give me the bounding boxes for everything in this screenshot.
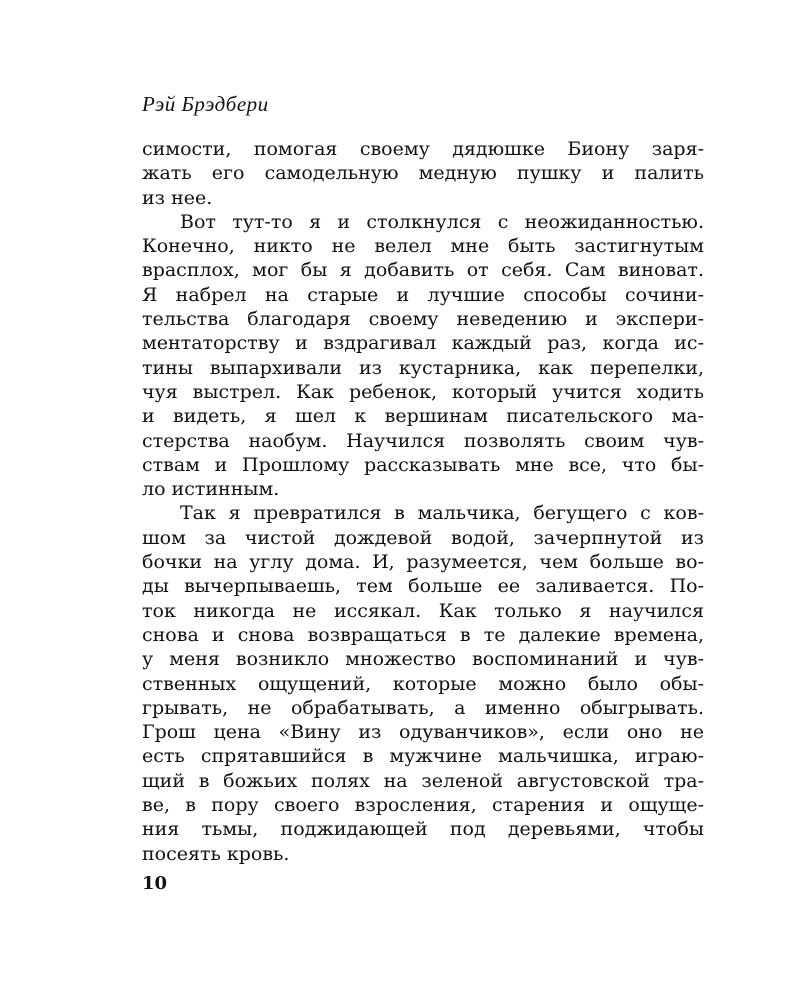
- text-line: грывать, не обрабатывать, а именно обыгрывать.: [142, 696, 704, 719]
- text-line: и видеть, я шел к вершинам писательского ма-: [142, 405, 704, 428]
- text-line: посеять кровь.: [142, 842, 290, 865]
- text-line: Так я превратился в мальчика, бегущего с ков-: [180, 502, 704, 525]
- text-line: ственных ощущений, которые можно было обы-: [142, 672, 704, 695]
- text-line: симости, помогая своему дядюшке Биону заря-: [142, 138, 704, 160]
- text-line: Конечно, никто не велел мне быть застигнутым: [142, 235, 704, 258]
- text-line: ве, в пору своего взросления, старения и ощуще-: [142, 794, 704, 817]
- text-line: ток никогда не иссякал. Как только я научился: [142, 599, 704, 622]
- text-line: тельства благодаря своему неведению и экспери-: [142, 308, 704, 331]
- page-number: 10: [142, 873, 168, 894]
- text-line: шом за чистой дождевой водой, зачерпнутой из: [142, 526, 704, 549]
- text-line: тины выпархивали из кустарника, как перепелки,: [142, 356, 704, 379]
- text-line: из нее.: [142, 186, 213, 209]
- text-line: Грош цена «Вину из одуванчиков», если оно не: [142, 721, 704, 744]
- text-line: снова и снова возвращаться в те далекие времена,: [142, 623, 704, 646]
- text-line: бочки на углу дома. И, разумеется, чем больше во-: [142, 551, 704, 574]
- text-line: чуя выстрел. Как ребенок, который учится ходить: [142, 380, 704, 403]
- body-text: [142, 137, 704, 866]
- text-line: есть спрятавшийся в мужчине мальчишка, играю-: [142, 745, 704, 768]
- text-line: врасплох, мог бы я добавить от себя. Сам виноват.: [142, 259, 704, 282]
- text-line: у меня возникло множество воспоминаний и чув-: [142, 648, 704, 671]
- text-line: щий в божьих полях на зеленой августовской тра-: [142, 769, 704, 792]
- text-line: жать его самодельную медную пушку и палить: [142, 162, 704, 185]
- text-line: стерства наобум. Научился позволять своим чув-: [142, 429, 704, 452]
- text-line: ствам и Прошлому рассказывать мне все, что бы-: [142, 453, 704, 476]
- text-line: Я набрел на старые и лучшие способы сочини-: [142, 283, 704, 306]
- text-line: Вот тут-то я и столкнулся с неожиданностью.: [180, 210, 704, 233]
- text-line: ло истинным.: [142, 478, 280, 501]
- text-line: ды вычерпываешь, тем больше ее заливается. По-: [142, 575, 704, 598]
- text-line: ментаторству и вздрагивал каждый раз, когда ис-: [142, 332, 704, 355]
- text-line: ния тьмы, поджидающей под деревьями, чтобы: [142, 818, 704, 841]
- running-head-author: Рэй Брэдбери: [142, 92, 269, 116]
